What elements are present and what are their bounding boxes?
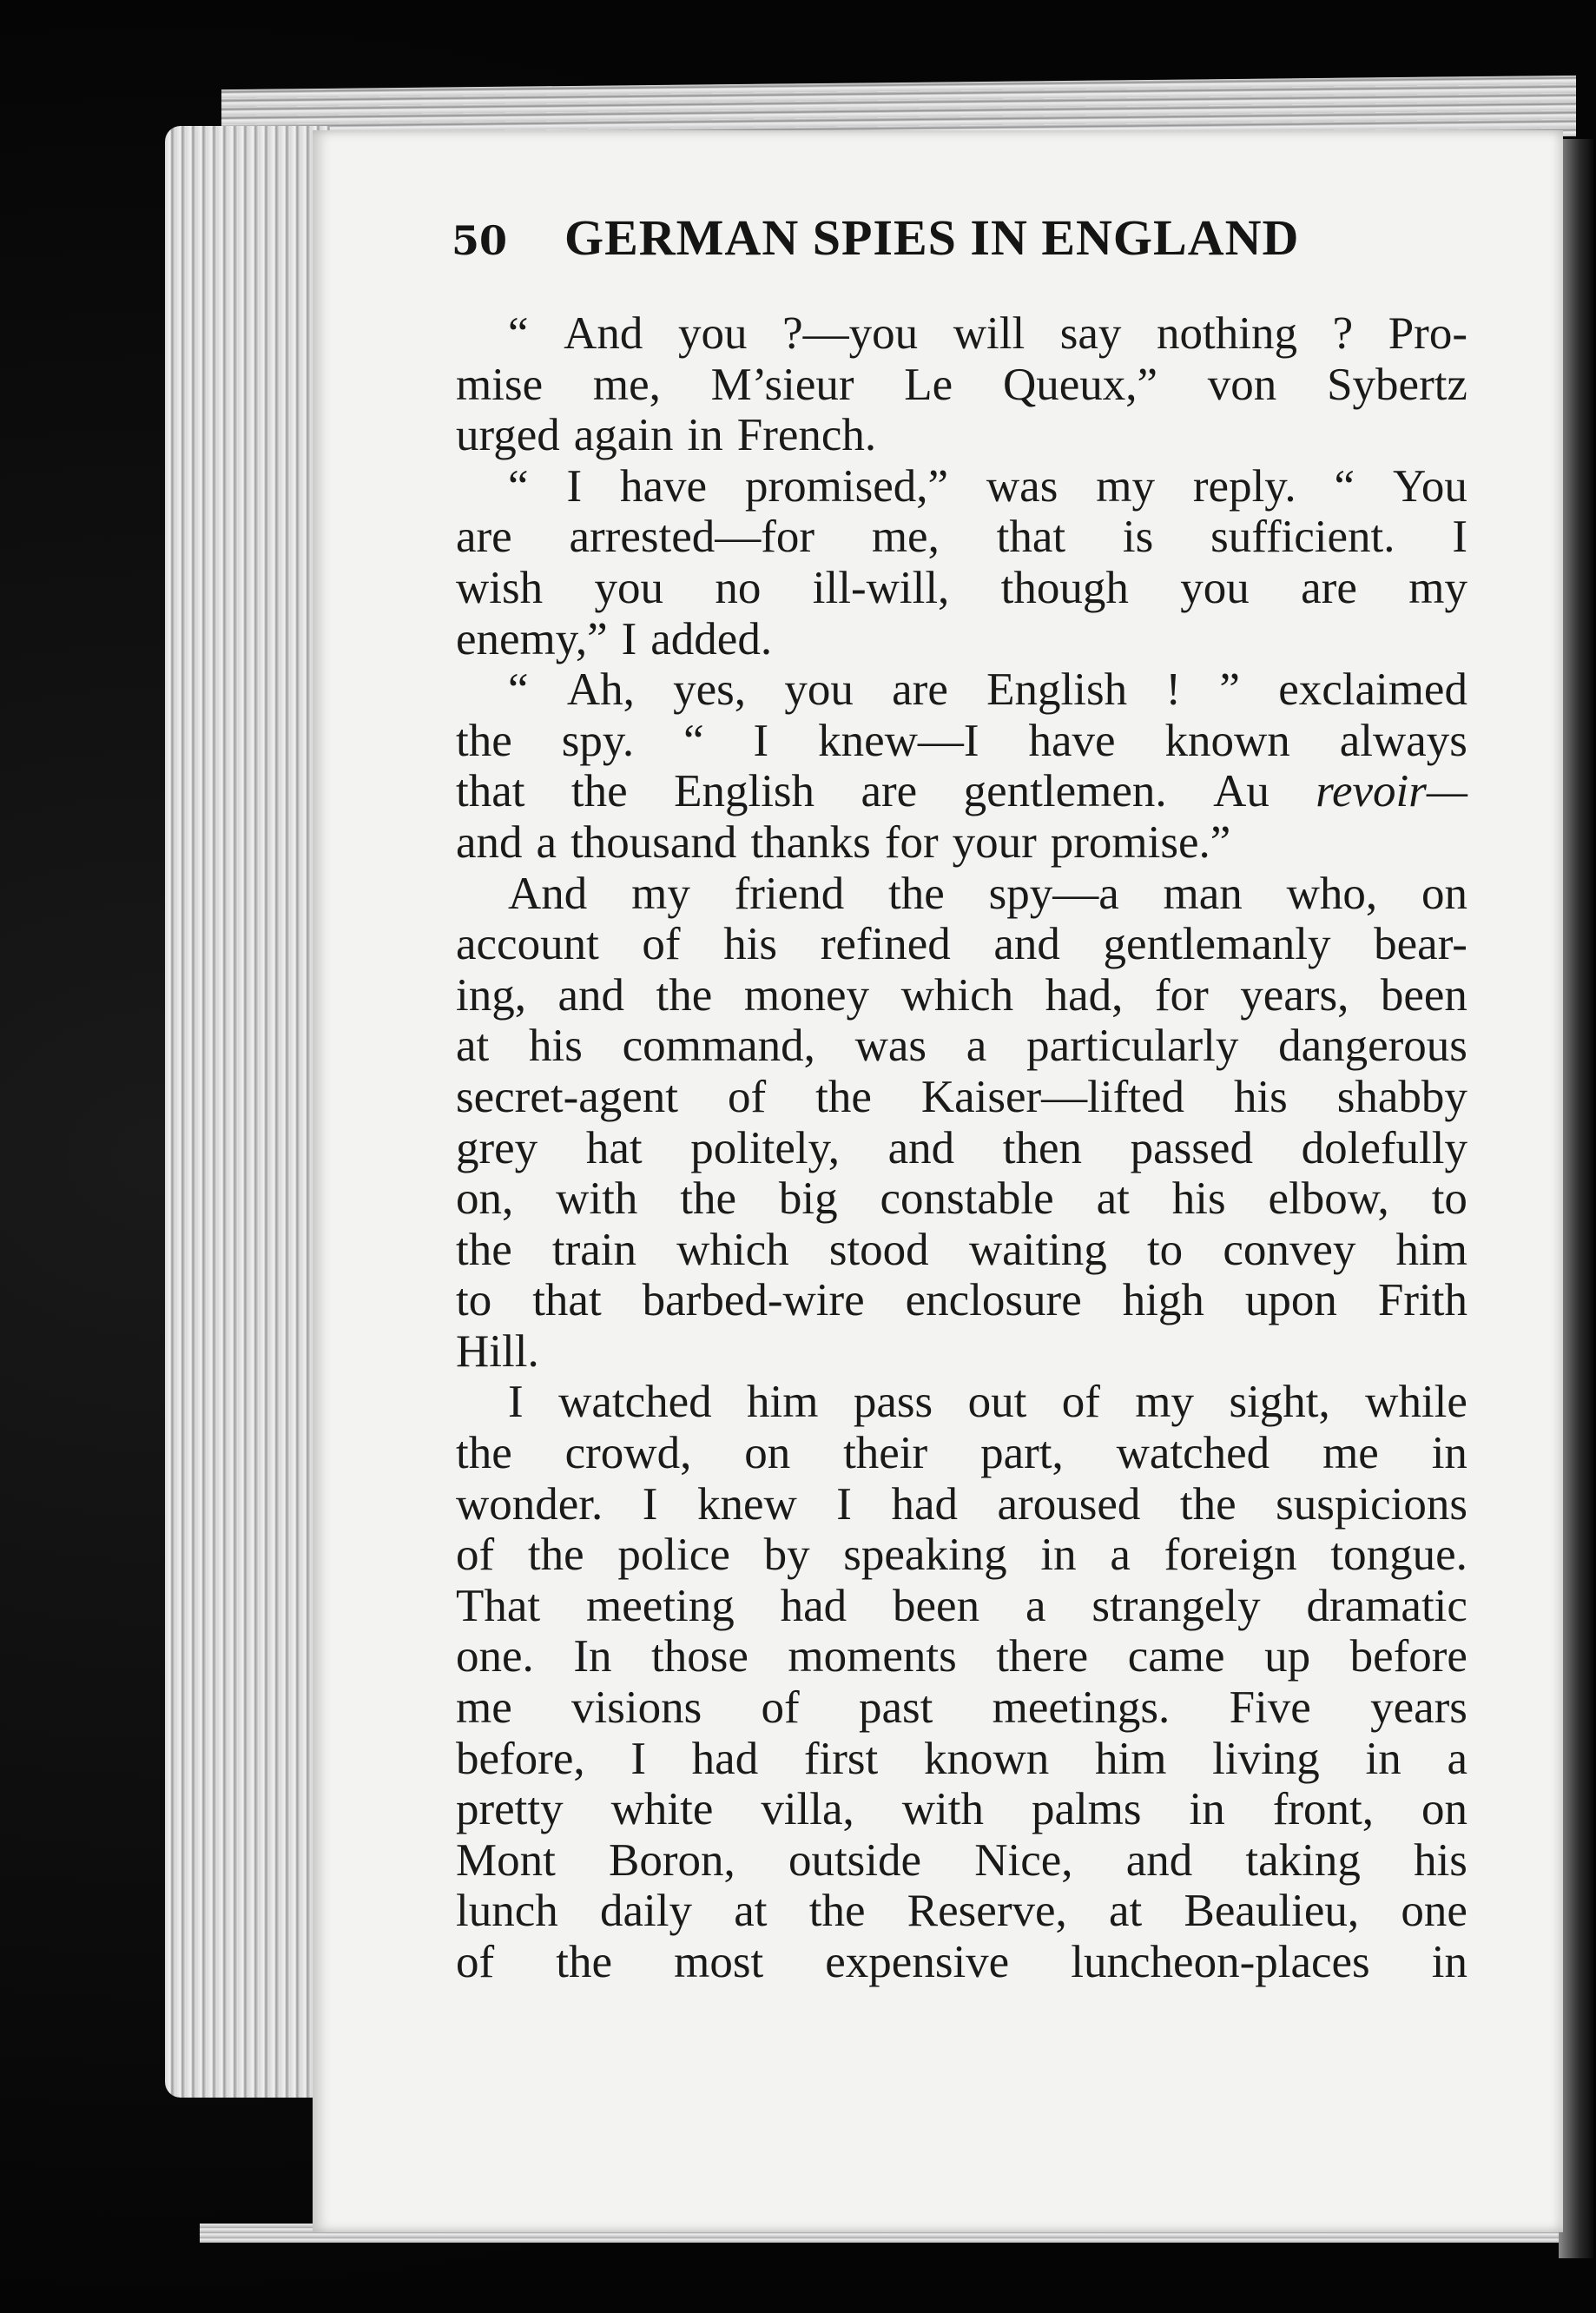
word: hat [585,1122,643,1173]
word: speaking [843,1530,1007,1581]
word: thanks [750,816,871,868]
word: and [1125,1834,1193,1886]
word: part, [980,1428,1064,1479]
word: “ [508,308,529,359]
word: wish [456,562,544,613]
word: the [656,969,713,1021]
word: arrested—for [569,512,815,563]
word: Ah, [566,664,635,716]
word: waiting [968,1224,1107,1275]
word: passed [1130,1122,1253,1173]
word: watched [558,1377,712,1428]
word: police [617,1530,730,1581]
word: a [1110,1530,1131,1581]
word: I [508,1377,524,1428]
word: on, [456,1173,514,1225]
word: taking [1245,1834,1361,1886]
word: in [1189,1784,1225,1835]
word: ! [1165,664,1182,716]
word: suspicions [1276,1478,1467,1530]
word: one. [456,1631,534,1682]
word: of [456,1530,495,1581]
word: and [887,1122,955,1173]
word: reply. [1192,460,1296,512]
word: “ [508,460,529,512]
word: had [780,1580,847,1631]
text-line [456,1326,1467,1378]
word: promise.” [1050,816,1231,868]
word: and [993,919,1060,970]
word: are [1301,562,1357,613]
word: gentlemen. [963,766,1167,817]
word: command, [622,1021,815,1072]
word: him [1094,1733,1167,1784]
word: my [1408,562,1467,613]
word: elbow, [1268,1173,1389,1225]
word: my [631,868,690,919]
word: the [680,1173,737,1225]
word: constable [880,1173,1054,1225]
word: expensive [825,1937,1010,1987]
word: have [1028,715,1116,766]
word: Sybertz [1327,359,1467,410]
word: there [996,1631,1089,1682]
word: a [1025,1580,1046,1631]
word: to [456,1275,492,1326]
word: me [1322,1428,1379,1479]
word: in [1365,1733,1401,1784]
word: at [734,1886,768,1937]
text-line [456,1886,1467,1937]
text-line [456,817,1467,869]
word: in [1040,1530,1077,1581]
word: your [952,816,1037,868]
word: English [986,664,1128,716]
word: palms [1031,1784,1142,1835]
word: mise [456,359,544,410]
word: the [456,715,512,766]
word: dolefully [1301,1122,1467,1173]
word: luncheon-places [1071,1937,1370,1987]
word: living [1212,1733,1320,1784]
word: Nice, [974,1834,1073,1886]
word: money [743,969,870,1021]
word: years, [1240,969,1349,1021]
word: I [566,460,583,512]
word: lunch [456,1886,558,1937]
word: to [1146,1224,1184,1275]
word: are [456,512,512,563]
word: a [536,816,557,868]
word: barbed-wire [642,1275,865,1326]
word: politely, [690,1122,840,1173]
word: knew—I [818,715,979,766]
word: thousand [570,816,737,868]
word: meetings. [992,1682,1171,1734]
word: stood [828,1224,929,1275]
text-line [456,308,1467,360]
word: watched [1116,1428,1270,1479]
word: yes, [673,664,747,716]
word: villa, [761,1784,854,1835]
text-line [456,1682,1467,1734]
text-line [456,1021,1467,1072]
word: the [570,766,628,817]
word: sufficient. [1210,512,1395,563]
text-line [456,563,1467,614]
text-line [456,1428,1467,1479]
word: him [1395,1224,1467,1275]
word: known [1164,715,1290,766]
book-gutter-shadow [1559,139,1593,2258]
text-line [456,869,1467,920]
text-line [456,1225,1467,1276]
word: urged [456,410,560,461]
word: grey [456,1122,538,1173]
word: his [723,919,778,970]
word: “ [508,664,529,716]
word: the [808,1886,866,1937]
word: on [1421,868,1467,919]
word: you [594,562,664,613]
word: you [784,664,854,716]
word: me, [871,512,940,563]
word: was [854,1021,927,1072]
word: Queux,” [1002,359,1158,410]
word: That [456,1580,541,1631]
word: say [1059,308,1122,359]
word: his [1171,1173,1226,1225]
word: at [1109,1886,1143,1937]
word: particularly [1026,1021,1239,1072]
word: that [996,512,1066,563]
word: I [836,1478,852,1530]
word: Pro- [1388,308,1467,359]
word: the [888,868,945,919]
word: with [556,1173,638,1225]
word: the [815,1071,872,1122]
text-line [456,1377,1467,1428]
word: ” [1219,664,1240,716]
word: a [1447,1733,1467,1784]
text-line [456,664,1467,716]
text-line [456,360,1467,411]
word: in [687,410,723,461]
word: Five [1229,1682,1311,1734]
word: years [1370,1682,1467,1734]
word: exclaimed [1278,664,1467,716]
word: those [651,1631,749,1682]
word: white [610,1784,714,1835]
text-line [456,1530,1467,1581]
word: is [1122,512,1154,563]
text-line [456,1479,1467,1530]
word: I [642,1478,658,1530]
word: upon [1244,1275,1337,1326]
word: enclosure [905,1275,1082,1326]
text-line [456,1581,1467,1632]
text-line [456,1937,1467,1988]
word: promised,” [744,460,948,512]
word: my [1096,460,1155,512]
word: are [892,664,948,716]
word: von [1207,359,1277,410]
word: first [803,1733,879,1784]
word: man [1163,868,1243,919]
word: in [1431,1428,1467,1479]
word: my [1135,1377,1195,1428]
word: Beaulieu, [1184,1886,1360,1937]
word: before, [456,1733,585,1784]
word: foreign [1164,1530,1297,1581]
word: account [456,919,599,970]
body-text [456,308,1467,1988]
text-line [456,1173,1467,1225]
word: the [556,1937,612,1987]
word: of [727,1071,767,1122]
word: ?—you [782,308,919,359]
running-head-title: GERMAN SPIES IN ENGLAND [564,209,1300,266]
word: their [843,1428,928,1479]
word: outside [788,1834,922,1886]
word: which [900,969,1014,1021]
word: M’sieur [710,359,854,410]
word: me [456,1682,512,1734]
word: you [678,308,748,359]
word: and [456,816,523,868]
page-stack-left-edges [165,126,330,2098]
word: Kaiser—lifted [920,1071,1184,1122]
word: ? [1332,308,1354,359]
word: refined [820,919,951,970]
word: I [621,613,637,664]
text-line [456,1631,1467,1682]
text-line [456,1072,1467,1123]
word: English [674,766,815,817]
word: pretty [456,1784,564,1835]
word: the [527,1530,584,1581]
word: have [620,460,708,512]
word: I [1452,512,1467,563]
page-number: 50 [452,217,508,264]
word: Frith [1377,1275,1467,1326]
word: I [630,1733,646,1784]
word: “ [683,715,704,766]
word: sight, [1229,1377,1330,1428]
word: friend [734,868,845,919]
text-line [456,716,1467,767]
text-line [456,1275,1467,1326]
running-head [452,208,1494,278]
word: high [1122,1275,1204,1326]
word: crowd, [564,1428,692,1479]
text-line [456,461,1467,512]
word: bear- [1374,919,1467,970]
word: his [1414,1834,1467,1886]
word: and [557,969,625,1021]
word: you [1180,562,1250,613]
word: him [747,1377,819,1428]
word: pass [853,1377,933,1428]
word: though [1000,562,1129,613]
word: secret-agent [456,1071,678,1122]
text-line [456,1123,1467,1174]
text-line [456,1835,1467,1887]
word: tongue. [1330,1530,1467,1581]
word: that [532,1275,602,1326]
word: to [1431,1173,1467,1225]
word: out [967,1377,1027,1428]
word: by [763,1530,810,1581]
word: up [1264,1631,1311,1682]
word: past [859,1682,933,1734]
text-line [456,512,1467,563]
word: with [901,1784,984,1835]
word: which [676,1224,789,1275]
word: of [761,1682,800,1734]
word: came [1127,1631,1225,1682]
word: And [508,868,588,919]
word: knew [696,1478,797,1530]
word: of [456,1937,495,1987]
word: gentlemanly [1103,919,1331,970]
text-line [456,614,1467,665]
word: again [573,410,674,461]
word: In [573,1631,612,1682]
word: known [923,1733,1050,1784]
word: moments [788,1631,957,1682]
word: who, [1286,868,1378,919]
word: Boron, [609,1834,735,1886]
word: the [1179,1478,1237,1530]
word: ing, [456,969,526,1021]
word: his [1233,1071,1288,1122]
word: front, [1272,1784,1374,1835]
word: for [1154,969,1209,1021]
word: had, [1045,969,1124,1021]
word: of [1061,1377,1100,1428]
word: on [744,1428,791,1479]
word: then [1002,1122,1083,1173]
word: been [893,1580,980,1631]
text-line [456,919,1467,970]
word: big [778,1173,838,1225]
word: wonder. [456,1478,603,1530]
text-line [456,410,1467,461]
word: in [1431,1937,1467,1987]
word: that [456,766,525,817]
word: nothing [1157,308,1297,359]
word: before [1349,1631,1467,1682]
word: the [456,1428,512,1479]
word: a [966,1021,987,1072]
book-page [313,130,1563,2232]
text-line [456,1784,1467,1835]
word: shabby [1336,1071,1467,1122]
word: revoir— [1316,766,1467,817]
word: me, [592,359,661,410]
word: “ [1334,460,1355,512]
word: for [884,816,939,868]
word: train [551,1224,637,1275]
word: daily [600,1886,692,1937]
text-line [456,766,1467,817]
word: most [674,1937,764,1987]
word: are [861,766,918,817]
word: his [529,1021,583,1072]
word: while [1365,1377,1467,1428]
word: enemy,” [456,613,608,664]
word: French. [736,410,877,461]
word: visions [571,1682,702,1734]
word: added. [650,613,773,664]
word: the [456,1224,512,1275]
word: spy—a [988,868,1119,919]
word: was [986,460,1059,512]
word: always [1339,715,1467,766]
text-line [456,1734,1467,1785]
word: of [642,919,681,970]
word: Mont [456,1834,556,1886]
word: Hill. [456,1325,539,1377]
word: ill-will, [812,562,950,613]
word: convey [1223,1224,1356,1275]
word: dramatic [1306,1580,1467,1631]
text-line [456,970,1467,1021]
word: strangely [1091,1580,1261,1631]
word: been [1380,969,1467,1021]
word: aroused [997,1478,1141,1530]
word: had [891,1478,958,1530]
word: will [953,308,1026,359]
word: at [1096,1173,1130,1225]
word: dangerous [1278,1021,1467,1072]
word: And [564,308,643,359]
word: one [1401,1886,1467,1937]
word: had [691,1733,759,1784]
word: on [1421,1784,1467,1835]
word: meeting [586,1580,735,1631]
word: no [715,562,762,613]
word: spy. [561,715,635,766]
word: Au [1213,766,1270,817]
word: Reserve, [907,1886,1067,1937]
word: at [456,1021,490,1072]
word: You [1392,460,1467,512]
word: I [753,715,769,766]
word: Le [904,359,953,410]
